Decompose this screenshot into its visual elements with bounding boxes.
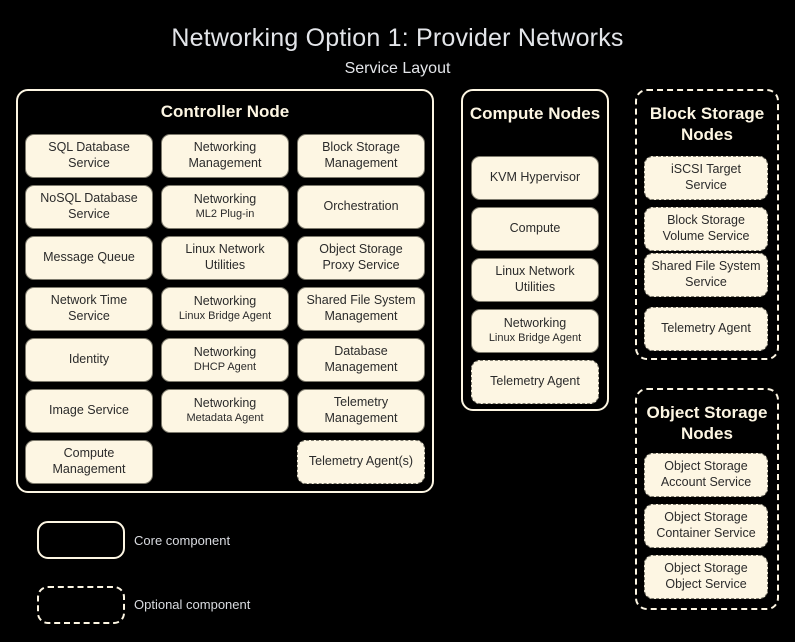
chip-telemetry-management[interactable]: [297, 389, 425, 433]
chip-label: Shared File System Management: [306, 293, 416, 323]
chip-label-group: [489, 316, 581, 345]
chip-label: Networking Management: [188, 140, 262, 170]
chip-image-service[interactable]: [25, 389, 153, 433]
chip-label: Object Storage Object Service: [664, 561, 748, 591]
chip-block-storage-telemetry-agent[interactable]: [644, 307, 768, 351]
group-controller-node-title: Controller Node: [160, 102, 290, 121]
legend-label-core: Core component: [134, 533, 231, 548]
chip-label: Networking: [193, 192, 257, 207]
chip-label: Telemetry Management: [324, 395, 398, 425]
chip-label: Compute Management: [52, 446, 126, 476]
chip-networking-linux-bridge-agent[interactable]: [161, 287, 289, 331]
chip-block-storage-volume-service[interactable]: [644, 207, 768, 251]
chip-orchestration[interactable]: [297, 185, 425, 229]
chip-block-storage-management[interactable]: [297, 134, 425, 178]
chip-label-group: [186, 396, 263, 425]
chip-label-group: [194, 192, 257, 221]
chip-sublabel: Metadata Agent: [186, 411, 264, 424]
chip-label: KVM Hypervisor: [489, 170, 581, 185]
page-title: Networking Option 1: Provider Networks: [171, 24, 624, 52]
chip-object-storage-object-service[interactable]: [644, 555, 768, 599]
chip-network-time-service[interactable]: [25, 287, 153, 331]
chip-label: Telemetry Agent: [661, 321, 751, 336]
chip-label: Object Storage Container Service: [656, 510, 756, 540]
chip-label: iSCSI Target Service: [671, 162, 741, 192]
chip-iscsi-target-service[interactable]: [644, 156, 768, 200]
chip-object-storage-container-service[interactable]: [644, 504, 768, 548]
chip-nosql-database-service[interactable]: [25, 185, 153, 229]
chip-label: NoSQL Database Service: [40, 191, 138, 221]
group-object-storage-nodes-title: Object Storage Nodes: [646, 403, 768, 444]
legend-label-optional: Optional component: [134, 597, 251, 612]
chip-label-group: [194, 345, 257, 374]
chip-label: Database Management: [324, 344, 398, 374]
legend-swatch-core: [37, 521, 125, 559]
chip-compute-networking-linux-bridge-agent[interactable]: [471, 309, 599, 353]
chip-sublabel: Linux Bridge Agent: [488, 331, 582, 344]
chip-kvm-hypervisor[interactable]: [471, 156, 599, 200]
chip-label: Message Queue: [43, 250, 135, 265]
chip-label: Telemetry Agent(s): [308, 454, 414, 469]
chip-label: Orchestration: [323, 199, 399, 214]
chip-label: Networking: [503, 316, 567, 331]
chip-compute-telemetry-agent[interactable]: [471, 360, 599, 404]
chip-networking-management[interactable]: [161, 134, 289, 178]
chip-sql-database-service[interactable]: [25, 134, 153, 178]
chip-label: Telemetry Agent: [490, 374, 580, 389]
chip-label: Image Service: [49, 403, 129, 418]
chip-label: Block Storage Volume Service: [662, 213, 750, 243]
chip-sublabel: Linux Bridge Agent: [178, 309, 272, 322]
chip-compute-management[interactable]: [25, 440, 153, 484]
chip-networking-dhcp-agent[interactable]: [161, 338, 289, 382]
chip-telemetry-agents[interactable]: [297, 440, 425, 484]
group-block-storage-nodes-title: Block Storage Nodes: [649, 104, 765, 145]
chip-networking-metadata-agent[interactable]: [161, 389, 289, 433]
chip-label: Identity: [68, 352, 110, 367]
chip-shared-file-system-service[interactable]: [644, 253, 768, 297]
legend-swatch-optional: [37, 586, 125, 624]
chip-label: Object Storage Proxy Service: [319, 242, 403, 272]
chip-label-group: [179, 294, 271, 323]
chip-label: Object Storage Account Service: [660, 459, 752, 489]
chip-label: Shared File System Service: [651, 259, 761, 289]
chip-database-management[interactable]: [297, 338, 425, 382]
chip-label: Networking: [193, 396, 257, 411]
chip-object-storage-account-service[interactable]: [644, 453, 768, 497]
chip-linux-network-utilities[interactable]: [161, 236, 289, 280]
chip-sublabel: ML2 Plug-in: [195, 207, 255, 220]
chip-networking-ml2-plugin[interactable]: [161, 185, 289, 229]
chip-label: Network Time Service: [50, 293, 128, 323]
chip-label: Networking: [193, 345, 257, 360]
chip-label: Linux Network Utilities: [495, 264, 575, 294]
chip-label: Networking: [193, 294, 257, 309]
chip-label: SQL Database Service: [48, 140, 130, 170]
chip-sublabel: DHCP Agent: [193, 360, 257, 373]
chip-compute[interactable]: [471, 207, 599, 251]
page-subtitle: Service Layout: [344, 60, 451, 77]
chip-label: Compute: [509, 221, 561, 236]
chip-label: Linux Network Utilities: [185, 242, 265, 272]
group-compute-nodes-title: Compute Nodes: [469, 104, 601, 123]
chip-label: Block Storage Management: [322, 140, 400, 170]
chip-message-queue[interactable]: [25, 236, 153, 280]
chip-object-storage-proxy-service[interactable]: [297, 236, 425, 280]
chip-compute-linux-network-utilities[interactable]: [471, 258, 599, 302]
chip-identity[interactable]: [25, 338, 153, 382]
chip-shared-file-system-management[interactable]: [297, 287, 425, 331]
